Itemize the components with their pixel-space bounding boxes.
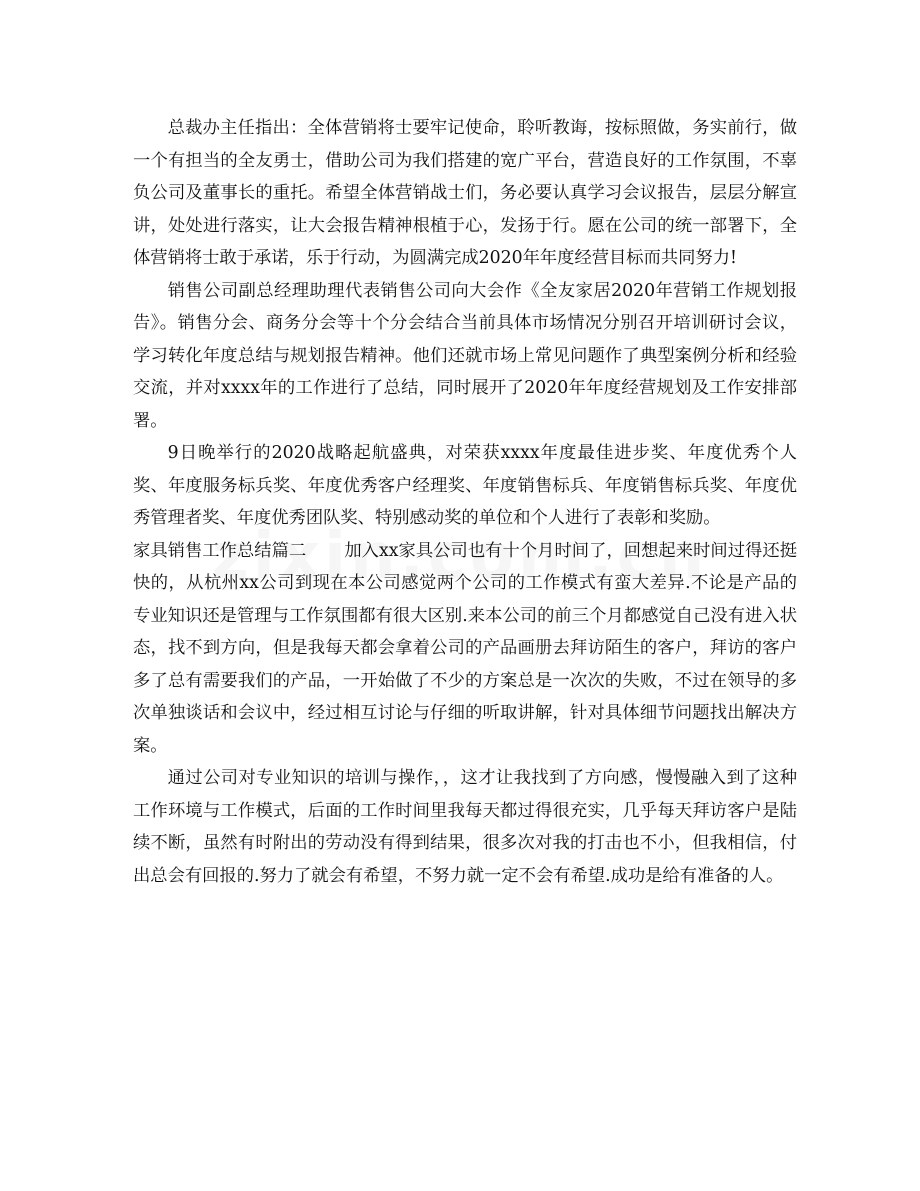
document-body — [133, 112, 797, 892]
section-two-paragraph — [133, 535, 797, 763]
paragraph-planning-report: 销售公司副总经理助理代表销售公司向大会作《全友家居2020年营销工作规划报告》。销售分会、商务分会等十个分会结合当前具体市场情况分别召开培训研讨会议，学习转化年度总结与规划报告精神。他们还就市场上常见问题作了典型案例分析和经验交流，并对xxxx年的工作进行了总结，同时展开了2020年年度经营规划及工作安排部署。 — [133, 280, 797, 431]
paragraph-award-ceremony: 9日晚举行的2020战略起航盛典，对荣获xxxx年度最佳进步奖、年度优秀个人奖、年度服务标兵奖、年度优秀客户经理奖、年度销售标兵、年度销售标兵奖、年度优秀管理者奖、年度优秀团队奖、特别感动奖的单位和个人进行了表彰和奖励。 — [133, 443, 797, 528]
paragraph-director-remarks: 总裁办主任指出：全体营销将士要牢记使命，聆听教诲，按标照做，务实前行，做一个有担当的全友勇士，借助公司为我们搭建的宽广平台，营造良好的工作氛围，不辜负公司及董事长的重托。希望全体营销战士们，务必要认真学习会议报告，层层分解宣讲，处处进行落实，让大会报告精神根植于心，发扬于行。愿在公司的统一部署下，全体营销将士敢于承诺，乐于行动，为圆满完成2020年年度经营目标而共同努力! — [133, 118, 797, 268]
section-two-text: 加入xx家具公司也有十个月时间了，回想起来时间过得还挺快的，从杭州xx公司到现在本公司感觉两个公司的工作模式有蛮大差异.不论是产品的专业知识还是管理与工作氛围都有很大区别.来本公司的前三个月都感觉自己没有进入状态，找不到方向，但是我每天都会拿着公司的产品画册去拜访陌生的客户，拜访的客户多了总有需要我们的产品，一开始做了不少的方案总是一次次的失败，不过在领导的多次单独谈话和会议中，经过相互讨论与仔细的听取讲解，针对具体细节问题找出解决方案。 — [133, 540, 797, 756]
section-heading: 家具销售工作总结篇二 — [133, 540, 307, 561]
paragraph-closing: 通过公司对专业知识的培训与操作，，这才让我找到了方向感，慢慢融入到了这种工作环境与工作模式，后面的工作时间里我每天都过得很充实，几乎每天拜访客户是陆续不断，虽然有时附出的劳动没有得到结果，很多次对我的打击也不小，但我相信，付出总会有回报的.努力了就会有希望，不努力就一定不会有希望.成功是给有准备的人。 — [133, 768, 797, 886]
